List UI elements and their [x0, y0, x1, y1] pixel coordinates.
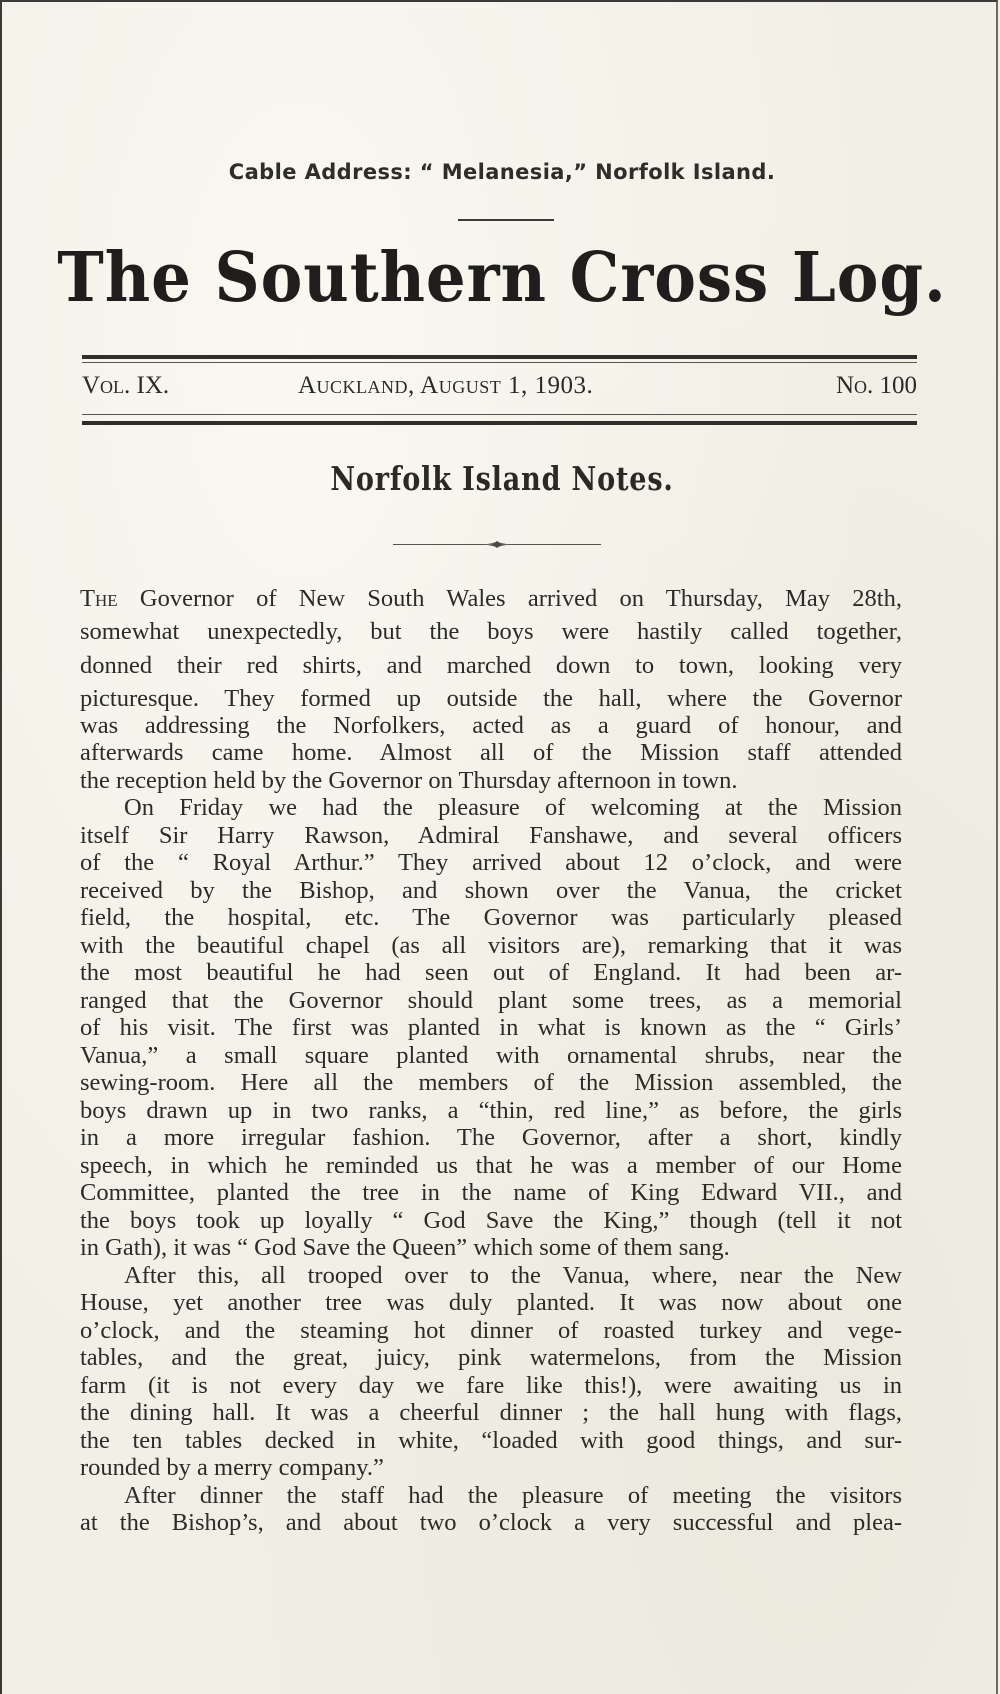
article-line: speech, in which he reminded us that he was a member of our Home	[80, 1152, 902, 1179]
article-line: of the “ Royal Arthur.” They arrived about 12 o’clock, and were	[80, 849, 902, 876]
article-line: of his visit. The first was planted in what is known as the “ Girls’	[80, 1014, 902, 1041]
article-line: On Friday we had the pleasure of welcoming at the Mission	[124, 794, 902, 821]
article-line: field, the hospital, etc. The Governor was particularly pleased	[80, 904, 902, 931]
article-line: sewing-room. Here all the members of the Mission assembled, the	[80, 1069, 902, 1096]
masthead-rule-thick-bottom	[82, 421, 917, 425]
masthead-title: The Southern Cross Log.	[57, 238, 947, 318]
article-line: o’clock, and the steaming hot dinner of roasted turkey and vege-	[80, 1317, 902, 1344]
article-line: After this, all trooped over to the Vanua, where, near the New	[124, 1262, 902, 1289]
article-line: received by the Bishop, and shown over the Vanua, the cricket	[80, 877, 902, 904]
article-line: Committee, planted the tree in the name of King Edward VII., and	[80, 1179, 902, 1206]
article-line: with the beautiful chapel (as all visitors are), remarking that it was	[80, 932, 902, 959]
article-line: picturesque. They formed up outside the hall, where the Governor	[80, 685, 902, 712]
article-line: the reception held by the Governor on Thursday afternoon in town.	[80, 767, 738, 794]
divider-ornament-icon	[393, 540, 601, 550]
ornament-diamond-inner	[492, 541, 502, 548]
dateline: Auckland, August 1, 1903.	[298, 372, 594, 399]
issue-info-row	[82, 372, 917, 406]
article-line: the most beautiful he had seen out of England. It had been ar-	[80, 959, 902, 986]
article-line: farm (it is not every day we fare like this!), were awaiting us in	[80, 1372, 902, 1399]
article-line: The Governor of New South Wales arrived on Thursday, May 28th,	[80, 585, 902, 612]
lead-word-smallcaps: The	[80, 585, 118, 612]
article-line: was addressing the Norfolkers, acted as a guard of honour, and	[80, 712, 902, 739]
article-line: in a more irregular fashion. The Governor, after a short, kindly	[80, 1124, 902, 1151]
article-line: ranged that the Governor should plant some trees, as a memorial	[80, 987, 902, 1014]
short-divider-rule	[458, 219, 554, 221]
article-line: Vanua,” a small square planted with ornamental shrubs, near the	[80, 1042, 902, 1069]
article-line: boys drawn up in two ranks, a “thin, red line,” as before, the girls	[80, 1097, 902, 1124]
cable-address: Cable Address: “ Melanesia,” Norfolk Island.	[228, 160, 776, 184]
masthead-rule-thin-top	[82, 362, 917, 363]
article-line: at the Bishop’s, and about two o’clock a very successful and plea-	[80, 1509, 902, 1536]
article-line: itself Sir Harry Rawson, Admiral Fanshawe, and several officers	[80, 822, 902, 849]
article-line: the boys took up loyally “ God Save the King,” though (tell it not	[80, 1207, 902, 1234]
issue-number: No. 100	[835, 372, 917, 399]
article-line: tables, and the great, juicy, pink watermelons, from the Mission	[80, 1344, 902, 1371]
masthead-rule-thin-bottom	[82, 414, 917, 415]
article-line: After dinner the staff had the pleasure of meeting the visitors	[124, 1482, 902, 1509]
masthead-rule-thick-top	[82, 355, 917, 359]
article-line: donned their red shirts, and marched down to town, looking very	[80, 652, 902, 679]
article-line: House, yet another tree was duly planted. It was now about one	[80, 1289, 902, 1316]
article-line: the ten tables decked in white, “loaded with good things, and sur-	[80, 1427, 902, 1454]
article-line: the dining hall. It was a cheerful dinner ; the hall hung with flags,	[80, 1399, 902, 1426]
volume-label: Vol. IX.	[82, 372, 170, 399]
article-title: Norfolk Island Notes.	[330, 459, 674, 498]
article-line: rounded by a merry company.”	[80, 1454, 384, 1481]
article-line: afterwards came home. Almost all of the Mission staff attended	[80, 739, 902, 766]
article-line: somewhat unexpectedly, but the boys were hastily called together,	[80, 618, 902, 645]
article-line: in Gath), it was “ God Save the Queen” which some of them sang.	[80, 1234, 730, 1261]
